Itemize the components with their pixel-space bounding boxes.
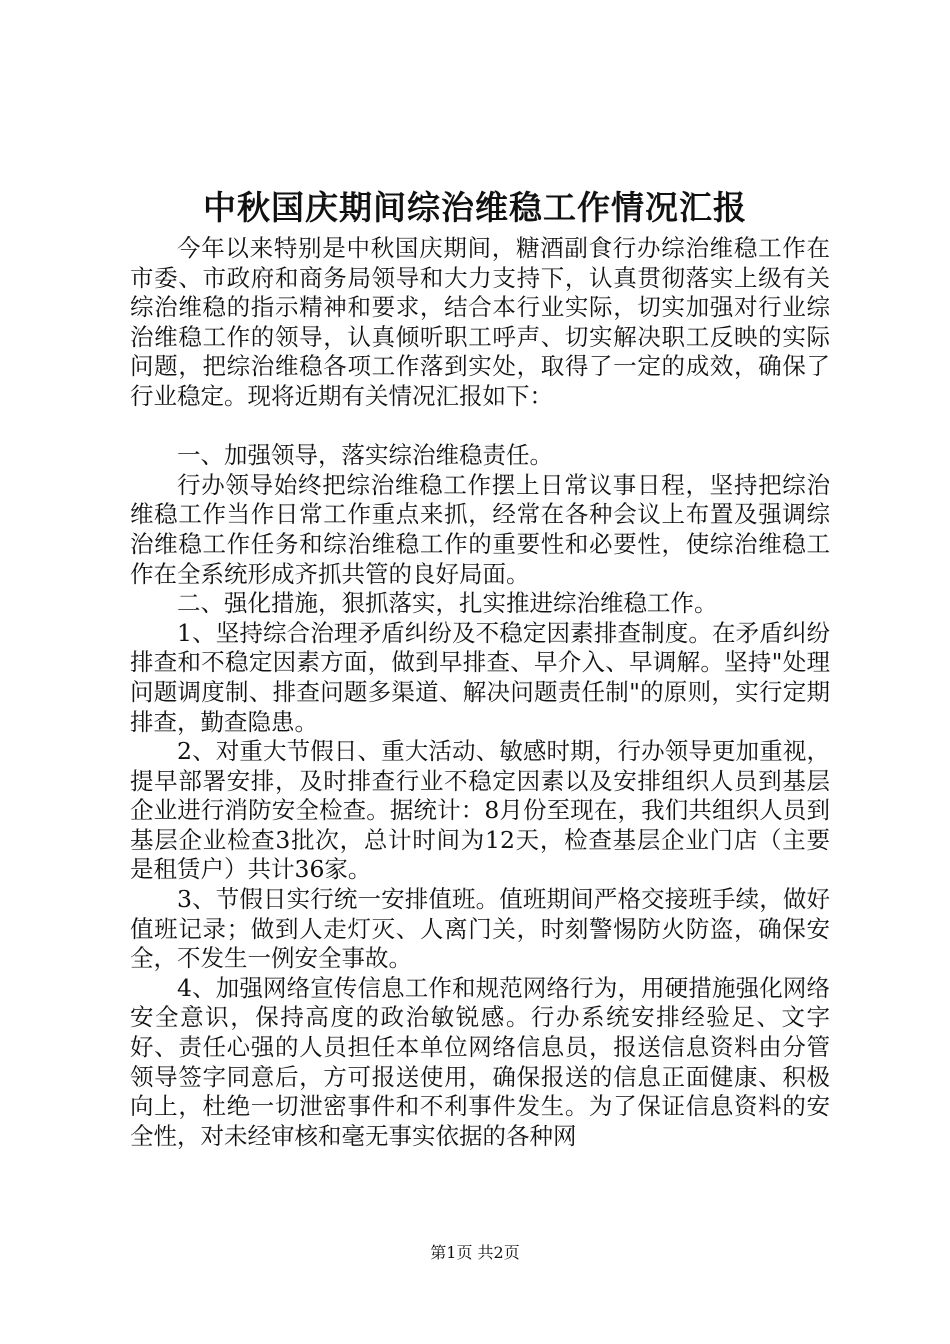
section-heading-1: 一、加强领导，落实综治维稳责任。 bbox=[177, 441, 553, 470]
body-paragraph: 行办领导始终把综治维稳工作摆上日常议事日程，坚持把综治维稳工作当作日常工作重点来抓，经常在各种会议上布置及强调综治维稳工作任务和综治维稳工作的重要性和必要性，使综治维稳工作在全系统形成齐抓共管的良好局面。 bbox=[130, 470, 830, 588]
intro-paragraph: 今年以来特别是中秋国庆期间，糖酒副食行办综治维稳工作在市委、市政府和商务局领导和大力支持下，认真贯彻落实上级有关综治维稳的指示精神和要求，结合本行业实际，切实加强对行业综治维稳工作的领导，认真倾听职工呼声、切实解决职工反映的实际问题，把综治维稳各项工作落到实处，取得了一定的成效，确保了行业稳定。现将近期有关情况汇报如下： bbox=[130, 234, 830, 410]
list-item-3: 3、节假日实行统一安排值班。值班期间严格交接班手续，做好值班记录；做到人走灯灭、人离门关，时刻警惕防火防盗，确保安全，不发生一例安全事故。 bbox=[130, 885, 830, 973]
list-item-1: 1、坚持综合治理矛盾纠纷及不稳定因素排查制度。在矛盾纠纷排查和不稳定因素方面，做到早排查、早介入、早调解。坚持"处理问题调度制、排查问题多渠道、解决问题责任制"的原则，实行定期排查，勤查隐患。 bbox=[130, 618, 830, 736]
document-body bbox=[130, 234, 830, 1151]
page-footer: 第1页 共2页 bbox=[430, 1243, 520, 1262]
list-item-2: 2、对重大节假日、重大活动、敏感时期，行办领导更加重视，提早部署安排，及时排查行业不稳定因素以及安排组织人员到基层企业进行消防安全检查。据统计：8月份至现在，我们共组织人员到基层企业检查3批次，总计时间为12天，检查基层企业门店（主要是租赁户）共计36家。 bbox=[130, 737, 830, 884]
section-heading-2: 二、强化措施，狠抓落实，扎实推进综治维稳工作。 bbox=[177, 589, 718, 618]
list-item-4: 4、加强网络宣传信息工作和规范网络行为，用硬措施强化网络安全意识，保持高度的政治敏锐感。行办系统安排经验足、文字好、责任心强的人员担任本单位网络信息员，报送信息资料由分管领导签字同意后，方可报送使用，确保报送的信息正面健康、积极向上，杜绝一切泄密事件和不利事件发生。为了保证信息资料的安全性，对未经审核和毫无事实依据的各种网 bbox=[130, 973, 830, 1150]
document-title: 中秋国庆期间综治维稳工作情况汇报 bbox=[203, 188, 747, 227]
